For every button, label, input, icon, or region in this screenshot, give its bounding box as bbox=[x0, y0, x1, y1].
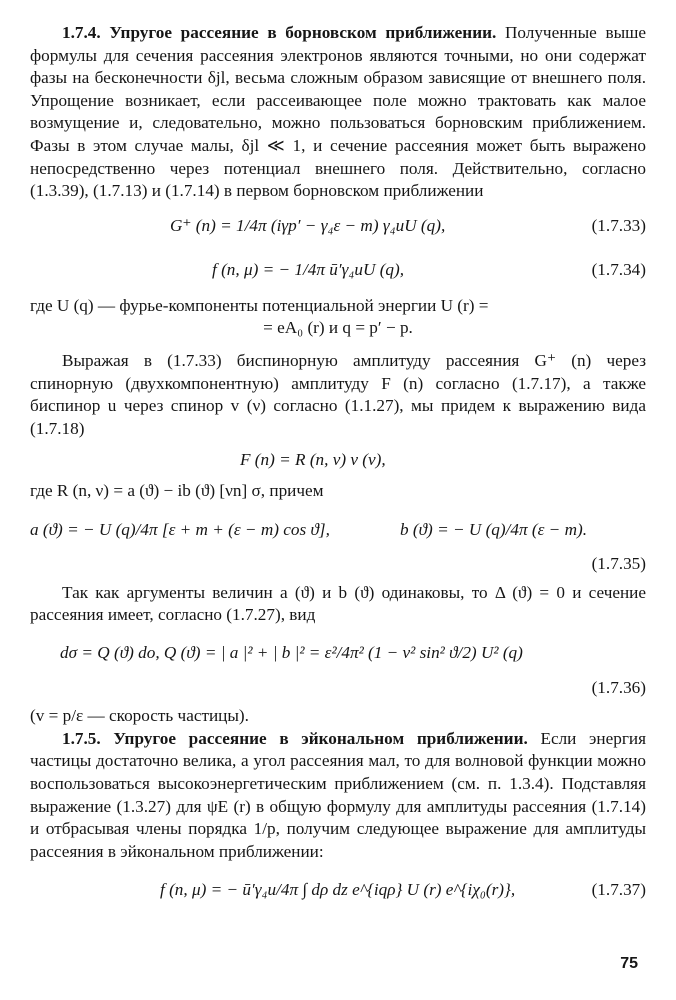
section-1-7-4 bbox=[30, 22, 646, 203]
equation-expression: f (n, μ) = − ū′γ₄u/4π ∫ dρ dz e^{iqρ} U (r) e^{iχ₀(r)}, bbox=[160, 880, 516, 900]
paragraph-where-u: где U (q) — фурье-компоненты потенциальной энергии U (r) = bbox=[30, 295, 489, 315]
book-page bbox=[30, 22, 646, 982]
equation-number: (1.7.35) bbox=[591, 553, 646, 573]
paragraph-where-u-continued: = eA₀ (r) и q = p′ − p. bbox=[263, 318, 413, 338]
equation-1-7-35 bbox=[30, 507, 646, 553]
section-1-7-5 bbox=[30, 728, 646, 864]
section-heading: 1.7.4. Упругое рассеяние в борновском приближении. bbox=[62, 23, 497, 42]
equation-number: (1.7.36) bbox=[591, 677, 646, 697]
equation-number: (1.7.37) bbox=[591, 880, 646, 900]
equation-number: (1.7.33) bbox=[591, 216, 646, 236]
paragraph-since: Так как аргументы величин a (ϑ) и b (ϑ) одинаковы, то Δ (ϑ) = 0 и сечение рассеяния имеет, согласно (1.7.27), вид bbox=[30, 582, 646, 625]
equation-1-7-37 bbox=[30, 867, 646, 913]
equation-1-7-34 bbox=[30, 251, 646, 291]
paragraph-velocity: (v = p/ε — скорость частицы). bbox=[30, 706, 249, 726]
section-heading: 1.7.5. Упругое рассеяние в эйкональном приближении. bbox=[62, 728, 528, 748]
equation-expression: f (n, μ) = − 1/4π ū′γ₄uU (q), bbox=[212, 260, 405, 280]
page-number: 75 bbox=[620, 955, 638, 973]
equation-f-of-n bbox=[30, 444, 646, 476]
equation-expression-b: b (ϑ) = − U (q)/4π (ε − m). bbox=[400, 519, 588, 539]
equation-expression: F (n) = R (n, ν) v (ν), bbox=[240, 450, 386, 470]
section-body: Полученные выше формулы для сечения рассеяния электронов являются точными, но они содержат фазы на бесконечности δjl, весьма сложным образом зависящие от внешнего поля. Упрощение возникает, если рассеивающее поле можно трактовать как малое возмущение и, следовательно, можно пользоваться борновским приближением. Фазы в этом случае малы, δjl ≪ 1, и сечение рассеяния может быть выражено непосредственно через потенциал внешнего поля. Действительно, согласно (1.3.39), (1.7.13) и (1.7.14) в первом борновском приближении bbox=[30, 23, 646, 201]
equation-1-7-36 bbox=[30, 631, 646, 677]
equation-expression: dσ = Q (ϑ) do, Q (ϑ) = | a |² + | b |² = ε²/4π² (1 − v² sin² ϑ/2) U² (q) bbox=[60, 643, 523, 663]
equation-expression: G⁺ (n) = 1/4π (iγp′ − γ₄ε − m) γ₄uU (q), bbox=[170, 216, 446, 236]
equation-expression-a: a (ϑ) = − U (q)/4π [ε + m + (ε − m) cos ϑ], bbox=[30, 519, 330, 539]
equation-number: (1.7.34) bbox=[591, 260, 646, 280]
paragraph-where-r: где R (n, ν) = a (ϑ) − ib (ϑ) [νn] σ, причем bbox=[30, 481, 324, 501]
paragraph-expressing: Выражая в (1.7.33) биспинорную амплитуду рассеяния G⁺ (n) через спинорную (двухкомпонентную) амплитуду F (n) согласно (1.7.17), а также биспинор u через спинор v (ν) согласно (1.1.27), мы придем к выражению вида (1.7.18) bbox=[30, 350, 646, 438]
equation-1-7-33 bbox=[30, 207, 646, 247]
section-body: Если энергия частицы достаточно велика, а угол рассеяния мал, то для волновой функции можно воспользоваться высокоэнергетическим приближением (см. п. 1.3.4). Подставляя выражение (1.3.27) для ψE (r) в общую формулу для амплитуды рассеяния (1.7.14) и отбрасывая члены порядка 1/p, получим следующее выражение для амплитуды рассеяния в эйкональном приближении: bbox=[30, 728, 647, 861]
